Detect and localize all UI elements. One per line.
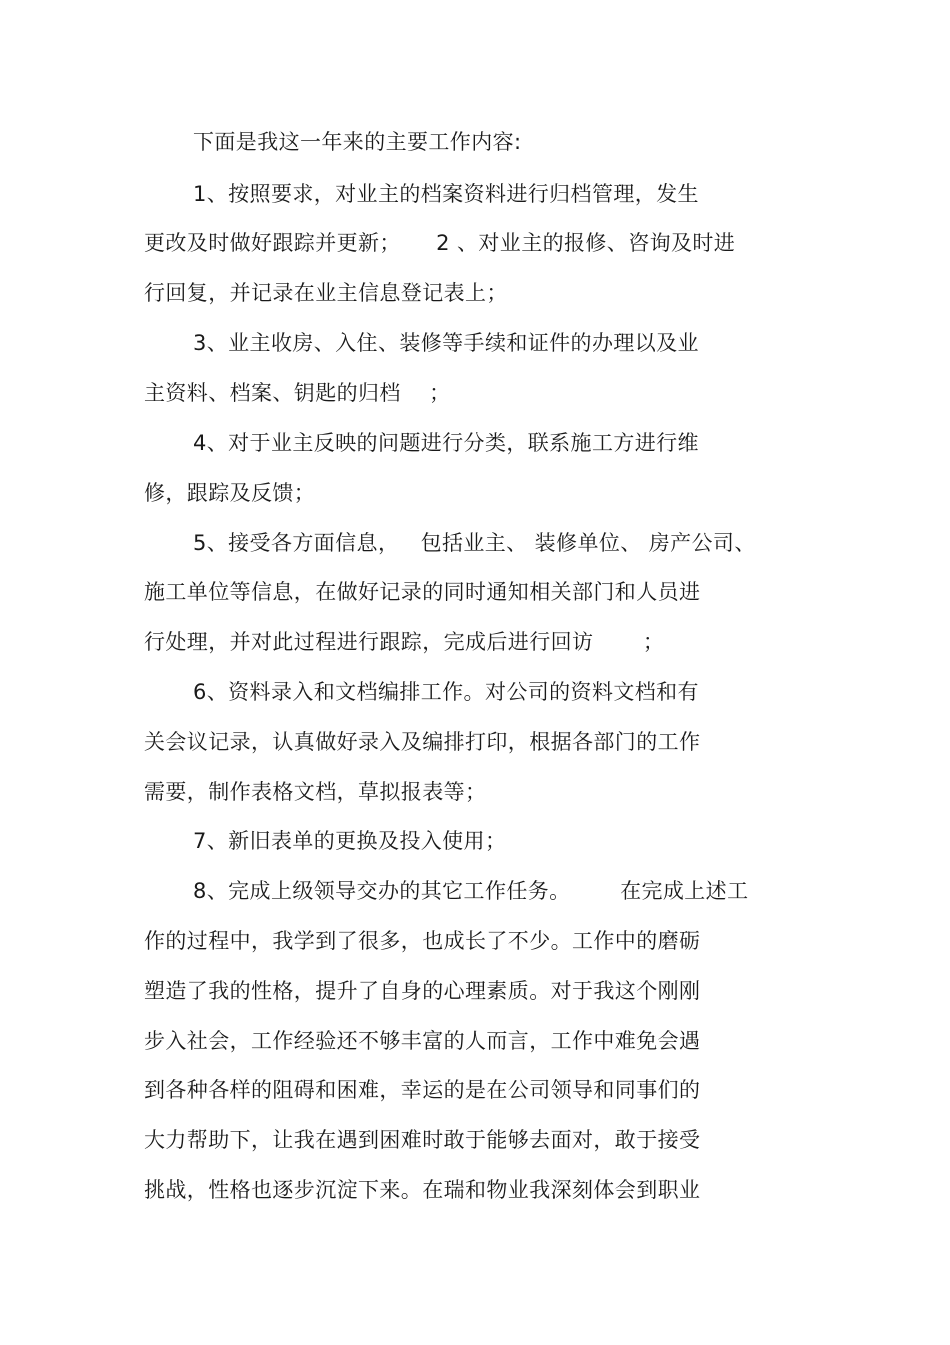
text-line: 施工单位等信息，在做好记录的同时通知相关部门和人员进 (144, 580, 701, 604)
text-line: 主资料、档案、钥匙的归档 ； (144, 381, 451, 405)
text-line: 4、对于业主反映的问题进行分类，联系施工方进行维 (193, 431, 699, 455)
text-line: 塑造了我的性格，提升了自身的心理素质。对于我这个刚刚 (144, 979, 701, 1003)
text-line: 关会议记录，认真做好录入及编排打印，根据各部门的工作 (144, 730, 701, 754)
text-line: 需要，制作表格文档，草拟报表等； (144, 780, 487, 804)
text-line: 7、新旧表单的更换及投入使用； (193, 829, 507, 853)
text-line: 作的过程中，我学到了很多，也成长了不少。工作中的磨砺 (144, 929, 701, 953)
text-line: 大力帮助下，让我在遇到困难时敢于能够去面对，敢于接受 (144, 1128, 701, 1152)
text-line: 修，跟踪及反馈； (144, 481, 316, 505)
text-line: 更改及时做好跟踪并更新； 2 、对业主的报修、咨询及时进 (144, 231, 736, 255)
text-line: 1、按照要求，对业主的档案资料进行归档管理，发生 (193, 182, 699, 206)
text-line: 5、接受各方面信息， 包括业主、 装修单位、 房产公司、 (193, 531, 756, 555)
text-line: 步入社会，工作经验还不够丰富的人而言，工作中难免会遇 (144, 1029, 701, 1053)
text-line: 行回复，并记录在业主信息登记表上； (144, 281, 508, 305)
text-line: 到各种各样的阻碍和困难，幸运的是在公司领导和同事们的 (144, 1078, 701, 1102)
text-line: 行处理，并对此过程进行跟踪，完成后进行回访 ； (144, 630, 665, 654)
text-line: 8、完成上级领导交办的其它工作任务。 在完成上述工 (193, 879, 749, 903)
text-line: 3、业主收房、入住、装修等手续和证件的办理以及业 (193, 331, 699, 355)
text-line: 6、资料录入和文档编排工作。对公司的资料文档和有 (193, 680, 699, 704)
text-line: 下面是我这一年来的主要工作内容: (193, 130, 522, 154)
text-line: 挑战，性格也逐步沉淀下来。在瑞和物业我深刻体会到职业 (144, 1178, 701, 1202)
